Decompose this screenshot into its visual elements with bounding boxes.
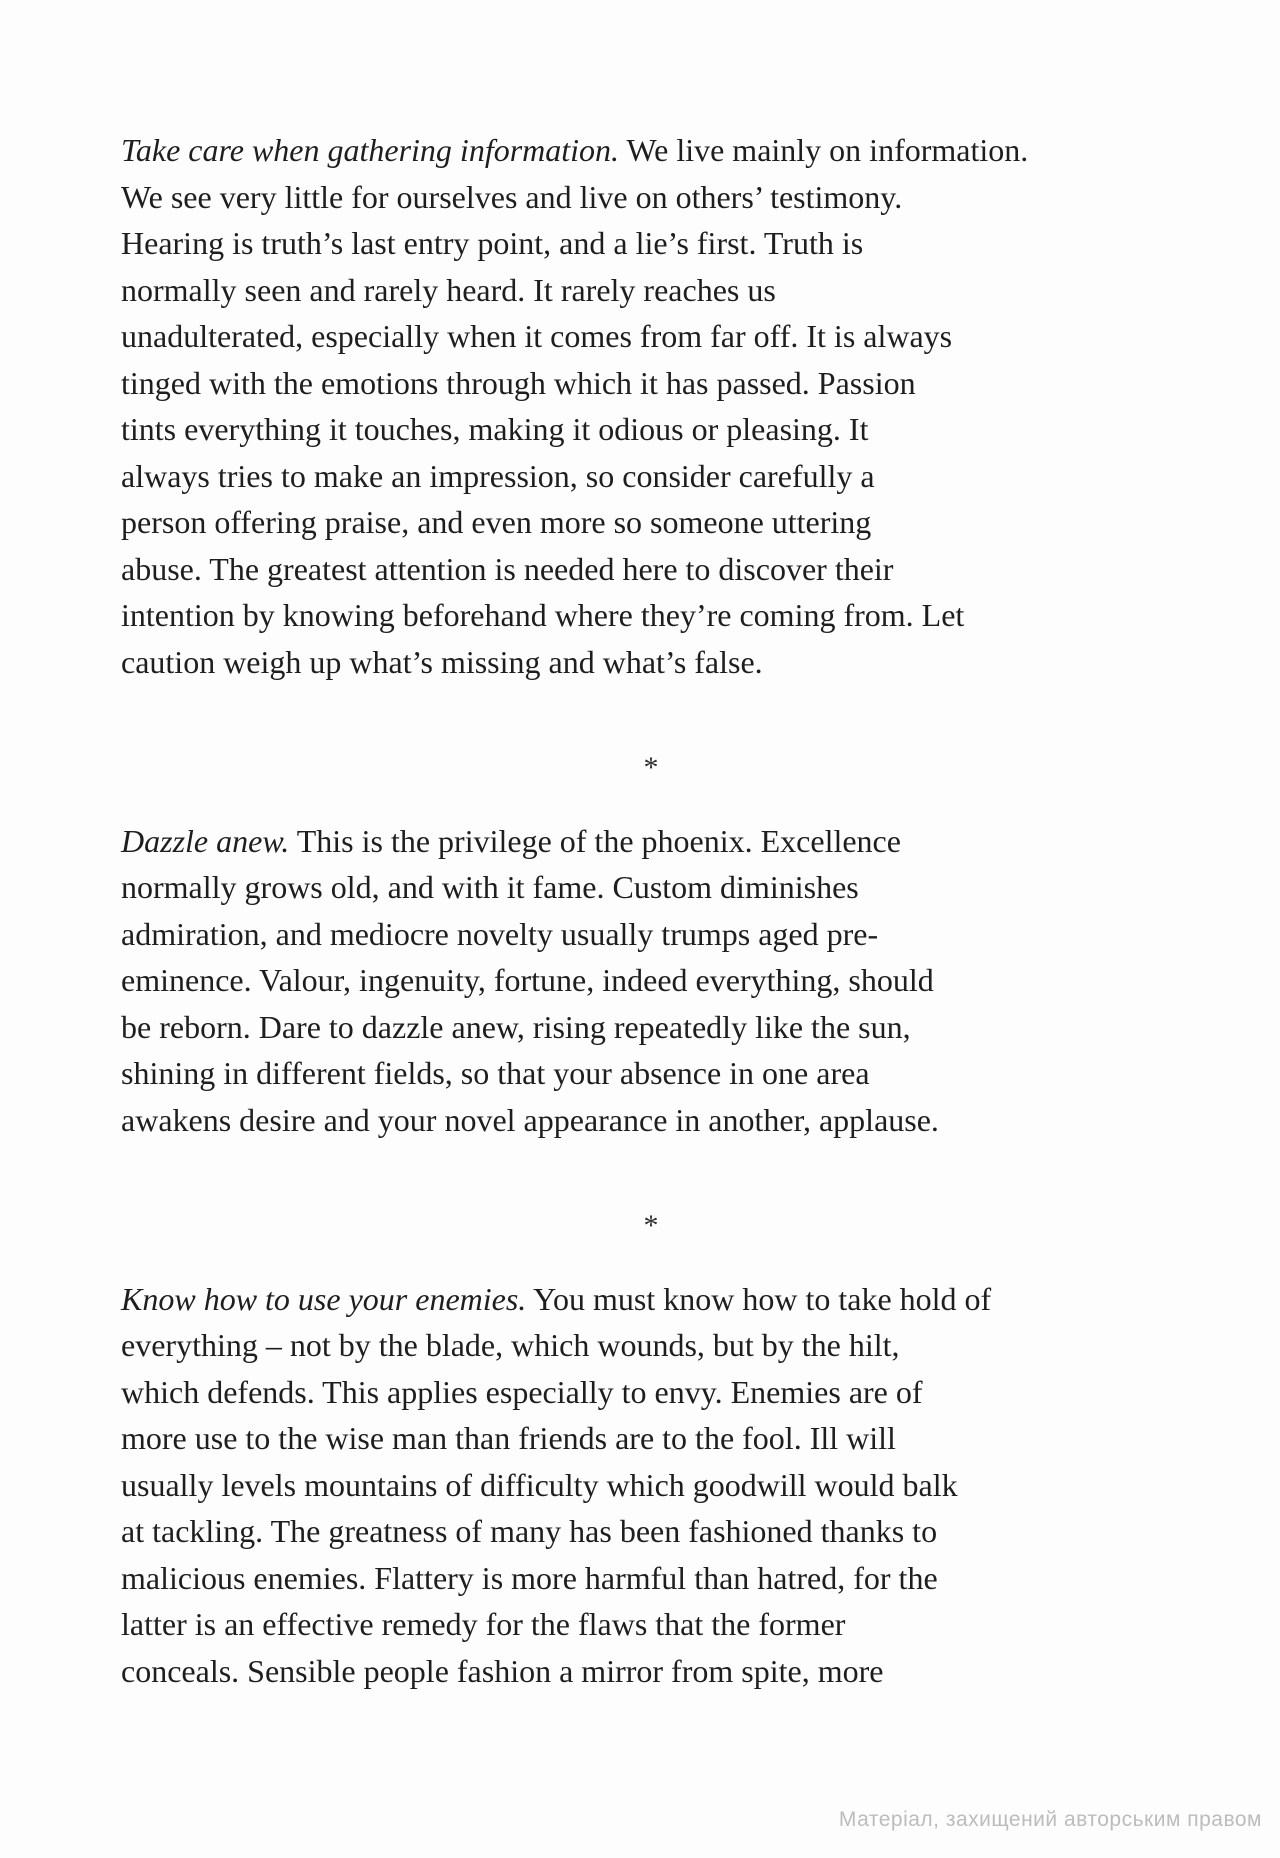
text-line: admiration, and mediocre novelty usually trumps aged pre- — [121, 915, 879, 952]
paragraph-know-how-to-use-your-enemies — [121, 1276, 1181, 1695]
paragraph-body-lines — [121, 1322, 1181, 1694]
text-run: This is the privilege of the phoenix. Excellence — [289, 822, 901, 859]
text-line: shining in different fields, so that your absence in one area — [121, 1055, 870, 1091]
paragraph-take-care-when-gathering-information — [121, 127, 1181, 685]
text-line: unadulterated, especially when it comes from far off. It is always — [121, 318, 953, 354]
aphorism-title-italic: Know how to use your enemies. — [121, 1280, 527, 1317]
text-line: more use to the wise man than friends are to the fool. Ill will — [121, 1420, 896, 1456]
copyright-watermark: Матеріал, захищений авторським правом — [838, 1808, 1262, 1831]
text-line: tints everything it touches, making it odious or pleasing. It — [121, 411, 869, 447]
paragraph-dazzle-anew — [121, 818, 1181, 1144]
text-line: abuse. The greatest attention is needed here to discover their — [121, 550, 894, 587]
section-separator — [121, 738, 1181, 785]
paragraph-body-lines — [121, 174, 1181, 686]
text-line: awakens desire and your novel appearance in another, applause. — [121, 1101, 939, 1138]
text-line: latter is an effective remedy for the flaws that the former — [121, 1606, 846, 1642]
text-line: Hearing is truth’s last entry point, and a lie’s first. Truth is — [121, 225, 864, 261]
text-line: which defends. This applies especially to envy. Enemies are of — [121, 1373, 923, 1410]
asterisk-separator-glyph: * — [643, 1209, 659, 1242]
text-line — [121, 1276, 1181, 1323]
text-run: We live mainly on information. — [619, 132, 1029, 168]
text-line: normally seen and rarely heard. It rarely reaches us — [121, 271, 776, 308]
asterisk-separator-glyph: * — [643, 751, 659, 784]
text-line: person offering praise, and even more so someone uttering — [121, 504, 872, 540]
text-line: malicious enemies. Flattery is more harmful than hatred, for the — [121, 1559, 938, 1596]
text-line: caution weigh up what’s missing and what’s false. — [121, 643, 763, 680]
text-line — [121, 127, 1181, 174]
text-line: intention by knowing beforehand where they’re coming from. Let — [121, 597, 965, 633]
aphorism-title-italic: Dazzle anew. — [121, 822, 290, 859]
aphorism-title-italic: Take care when gathering information. — [121, 132, 620, 168]
text-line — [121, 818, 1181, 865]
page-text-block — [121, 127, 1181, 1694]
text-line: usually levels mountains of difficulty which goodwill would balk — [121, 1466, 958, 1503]
text-line: be reborn. Dare to dazzle anew, rising repeatedly like the sun, — [121, 1008, 911, 1045]
text-line: conceals. Sensible people fashion a mirror from spite, more — [121, 1652, 884, 1689]
text-line: eminence. Valour, ingenuity, fortune, indeed everything, should — [121, 962, 934, 998]
text-line: at tackling. The greatness of many has been fashioned thanks to — [121, 1513, 938, 1549]
text-line: always tries to make an impression, so consider carefully a — [121, 457, 875, 494]
paragraph-body-lines — [121, 864, 1181, 1143]
text-line: We see very little for ourselves and live on others’ testimony. — [121, 178, 903, 215]
section-separator — [121, 1196, 1181, 1243]
text-line: tinged with the emotions through which it has passed. Passion — [121, 364, 916, 401]
text-run: You must know how to take hold of — [526, 1280, 992, 1317]
text-line: everything – not by the blade, which wounds, but by the hilt, — [121, 1327, 900, 1363]
text-line: normally grows old, and with it fame. Custom diminishes — [121, 869, 859, 905]
